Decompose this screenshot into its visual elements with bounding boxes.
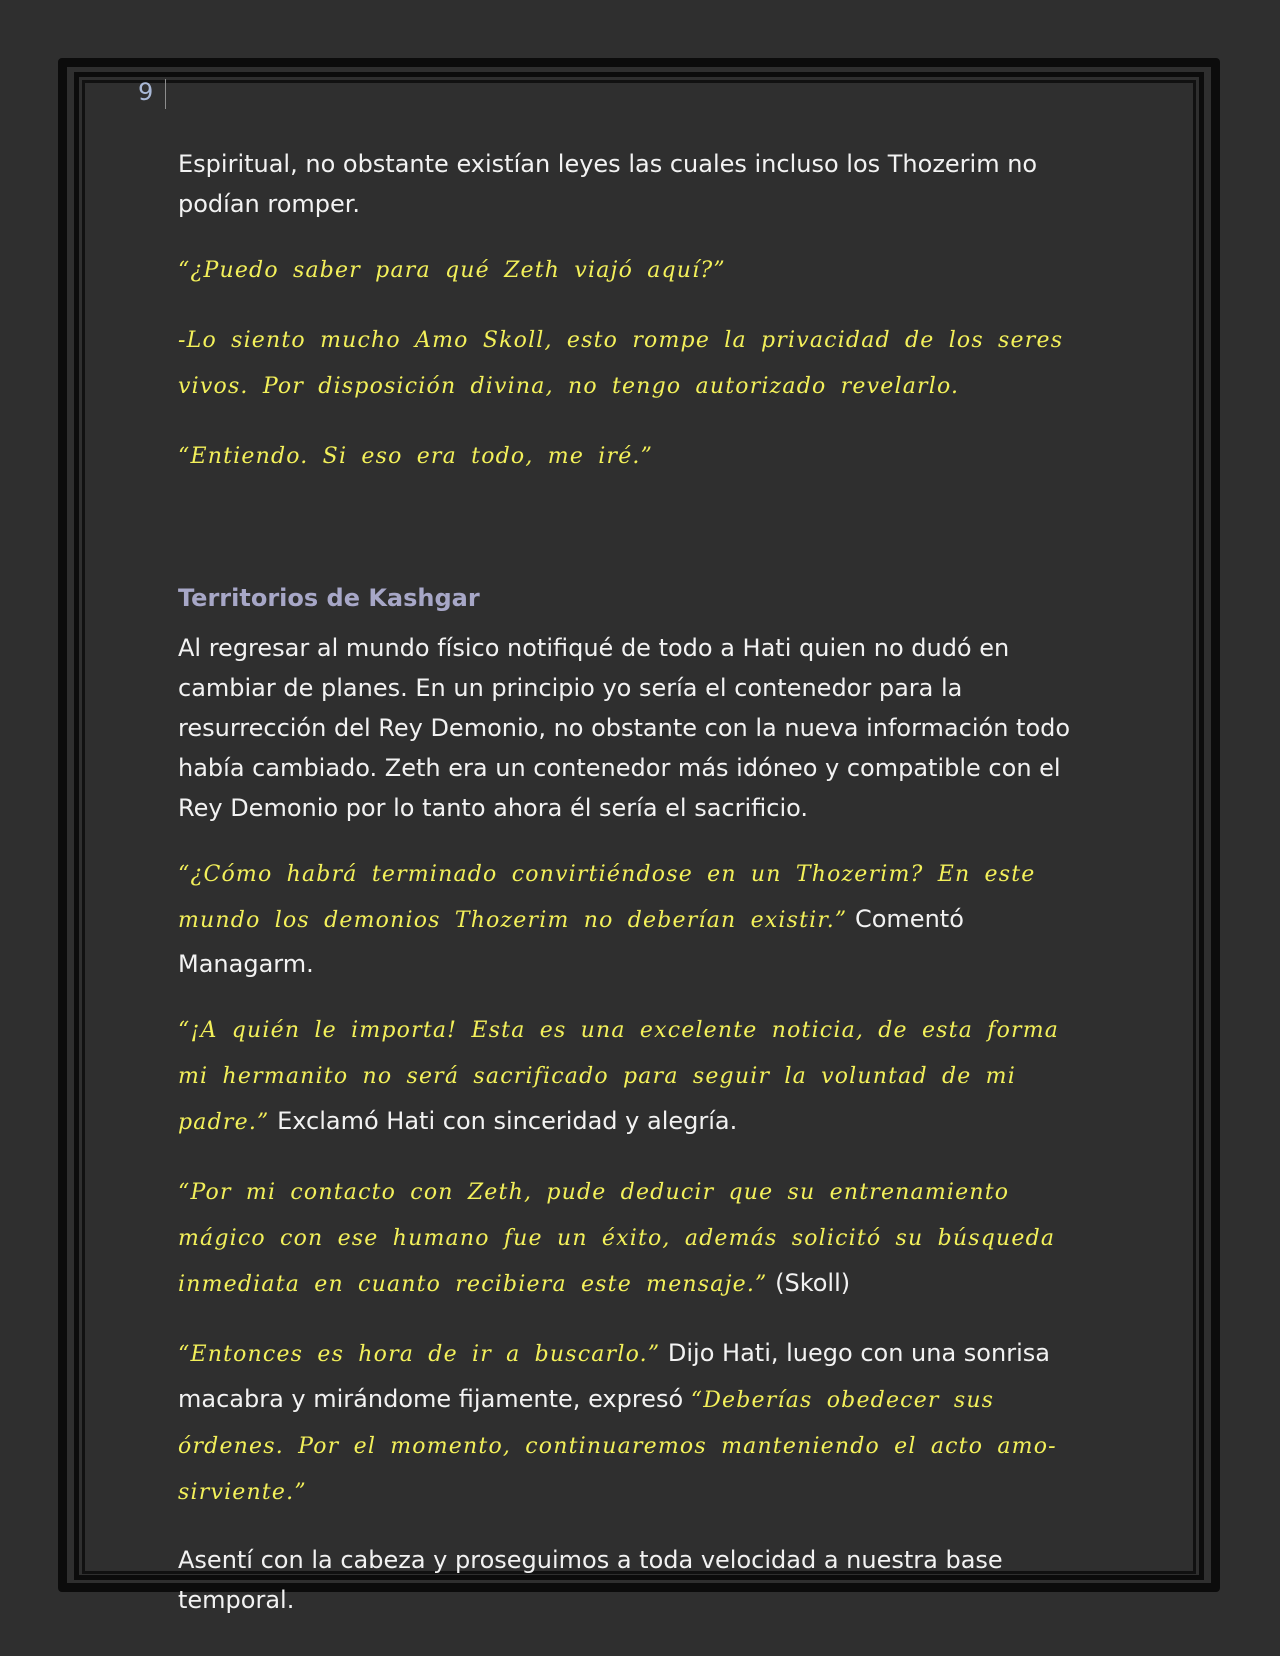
dialogue-5-attribution: Exclamó Hati con sinceridad y alegría. [269, 1107, 738, 1135]
page-number: 9 [138, 78, 154, 106]
dialogue-4: “¿Cómo habrá terminado convirtiéndose en un Thozerim? En este mundo los demonios Thozerim no deberían existir.” [178, 862, 1036, 933]
dialogue-6-attribution: (Skoll) [767, 1269, 851, 1297]
paragraph-4 [178, 1008, 1098, 1146]
dialogue-2: -Lo siento mucho Amo Skoll, esto rompe la privacidad de los seres vivos. Por disposición divina, no tengo autorizado revelarlo. [178, 328, 1064, 399]
paragraph-1: Espiritual, no obstante existían leyes las cuales incluso los Thozerim no podían romper. [178, 150, 1038, 218]
section-gap [178, 504, 1098, 578]
paragraph-6 [178, 1332, 1098, 1516]
page-number-divider [165, 79, 166, 109]
paragraph-2: Al regresar al mundo físico notifiqué de todo a Hati quien no dudó en cambiar de planes. En un principio yo sería el contenedor para la resurrección del Rey Demonio, no obstante con la nueva información todo había cambiado. Zeth era un contenedor más idóneo y compatible con el Rey Demonio por lo tanto ahora él sería el sacrificio. [178, 634, 1071, 822]
dialogue-3: “Entiendo. Si eso era todo, me iré.” [178, 444, 654, 469]
paragraph-3 [178, 852, 1098, 984]
dialogue-7: “Entonces es hora de ir a buscarlo.” [178, 1342, 661, 1367]
paragraph-7: Asentí con la cabeza y proseguimos a toda velocidad a nuestra base temporal. [178, 1546, 1003, 1614]
dialogue-8: “Deberías obedecer sus órdenes. Por el momento, continuaremos manteniendo el acto amo-sirviente.” [178, 1388, 1057, 1505]
paragraph-5 [178, 1170, 1098, 1308]
dialogue-4-attribution: Comentó Managarm. [178, 905, 964, 978]
document-body [178, 144, 1098, 1644]
dialogue-5: “¡A quién le importa! Esta es una excelente noticia, de esta forma mi hermanito no será sacrificado para seguir la voluntad de mi padre.” [178, 1018, 1060, 1135]
dialogue-7-attribution: Dijo Hati, luego con una sonrisa macabra y mirándome fijamente, expresó [178, 1339, 1050, 1413]
dialogue-1: “¿Puedo saber para qué Zeth viajó aquí?” [178, 258, 726, 283]
dialogue-6: “Por mi contacto con Zeth, pude deducir que su entrenamiento mágico con ese humano fue un éxito, además solicitó su búsqueda inmediata en cuanto recibiera este mensaje.” [178, 1180, 1056, 1297]
section-heading: Territorios de Kashgar [178, 584, 480, 612]
